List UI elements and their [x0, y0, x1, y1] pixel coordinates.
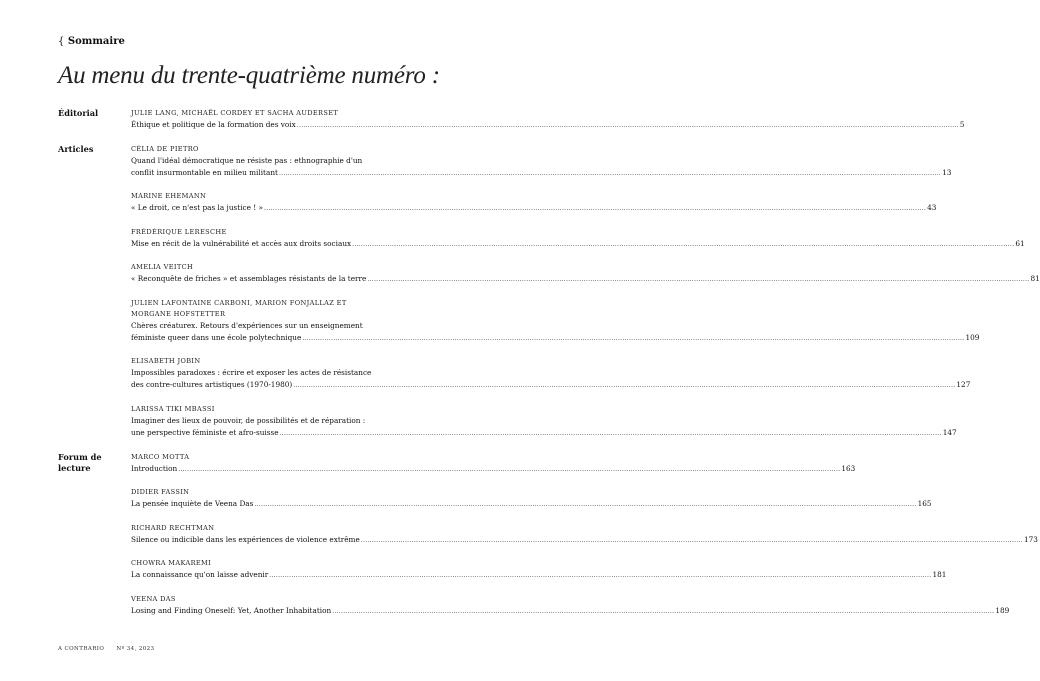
entry-title-line: Impossibles paradoxes : écrire et exposer les actes de résistance — [131, 368, 372, 377]
entry-authors: ELISABETH JOBIN — [131, 357, 201, 365]
dot-leader: ............................................................................................................................................................................................................................................................................................................ — [293, 382, 956, 389]
toc-entry[interactable] — [131, 404, 957, 440]
entry-title: une perspective féministe et afro-suisse — [131, 427, 279, 437]
toc-entry[interactable] — [131, 262, 1040, 286]
toc-entry[interactable] — [131, 191, 937, 215]
entry-authors: JULIE LANG, MICHAËL CORDEY ET SACHA AUDERSET — [131, 109, 339, 117]
entry-title-row — [131, 202, 937, 215]
toc-section — [58, 143, 1040, 440]
entry-page-number: 127 — [956, 380, 971, 389]
entry-page-number: 163 — [841, 463, 856, 473]
section-entries — [131, 144, 1040, 440]
entry-page-number: 61 — [1015, 238, 1025, 248]
entry-title: La connaissance qu'on laisse advenir — [131, 570, 269, 579]
entry-authors: MARINE EHEMANN — [131, 192, 207, 200]
toc-entry[interactable] — [131, 594, 1010, 618]
entry-title-row — [131, 463, 856, 476]
entry-title-row — [131, 379, 971, 392]
entry-authors: CÉLIA DE PIETRO — [131, 144, 199, 153]
entry-page-number: 147 — [942, 427, 957, 437]
section-header — [58, 36, 125, 47]
entry-page-number: 109 — [965, 332, 980, 342]
entry-title: Mise en récit de la vulnérabilité et accès aux droits sociaux — [131, 238, 352, 248]
dot-leader: ............................................................................................................................................................................................................................................................................................................ — [269, 572, 932, 579]
entry-authors: RICHARD RECHTMAN — [131, 523, 215, 532]
entry-page-number: 5 — [959, 120, 965, 129]
entry-title-line: Imaginer des lieux de pouvoir, de possibilités et de réparation : — [131, 415, 366, 425]
dot-leader: ............................................................................................................................................................................................................................................................................................................ — [178, 465, 841, 473]
footer-issue: Nº 34, 2023 — [116, 646, 155, 652]
entry-title-line: Quand l'idéal démocratique ne résiste pas : ethnographie d'un — [131, 155, 363, 165]
section-label: Articles — [58, 143, 94, 154]
dot-leader: ............................................................................................................................................................................................................................................................................................................ — [352, 240, 1015, 248]
footer-journal: A CONTRARIO — [58, 646, 105, 652]
entry-authors: FRÉDÉRIQUE LERESCHE — [131, 227, 227, 236]
page-footer — [58, 646, 164, 652]
entry-title: « Le droit, ce n'est pas la justice ! » — [131, 203, 263, 212]
entry-authors: VEENA DAS — [131, 594, 176, 603]
entry-authors: LARISSA TIKI MBASSI — [131, 404, 215, 413]
entry-authors: AMELIA VEITCH — [131, 263, 194, 271]
entry-page-number: 181 — [932, 570, 947, 579]
entry-authors: CHOWRA MAKAREMI — [131, 559, 212, 567]
entry-title: Silence ou indicible dans les expériences de violence extrême — [131, 534, 360, 544]
dot-leader: ............................................................................................................................................................................................................................................................................................................ — [278, 169, 942, 177]
toc-entry[interactable] — [131, 452, 856, 476]
entry-title: Éthique et politique de la formation des voix — [131, 120, 296, 129]
page-title: Au menu du trente-quatrième numéro : — [58, 62, 440, 89]
dot-leader: ............................................................................................................................................................................................................................................................................................................ — [263, 205, 927, 212]
toc-entry[interactable] — [131, 144, 952, 180]
entry-title-row — [131, 569, 947, 582]
entry-title-row — [131, 427, 957, 440]
entry-title-row — [131, 238, 1025, 251]
entry-page-number: 13 — [942, 167, 952, 177]
entry-authors: JULIEN LAFONTAINE CARBONI, MARION FONJALLAZ ET — [131, 298, 347, 307]
toc-entry[interactable] — [131, 298, 980, 345]
entry-title: La pensée inquiète de Veena Das — [131, 499, 254, 508]
toc-entry[interactable] — [131, 356, 971, 392]
dot-leader: ............................................................................................................................................................................................................................................................................................................ — [332, 607, 995, 615]
dot-leader: ............................................................................................................................................................................................................................................................................................................ — [254, 501, 917, 508]
entry-title: féministe queer dans une école polytechnique — [131, 332, 302, 342]
section-label: Forum de lecture — [58, 451, 102, 473]
dot-leader: ............................................................................................................................................................................................................................................................................................................ — [367, 276, 1030, 283]
entry-authors-continued: MORGANE HOFSTETTER — [131, 309, 226, 318]
entry-page-number: 165 — [917, 499, 932, 508]
entry-title-line: Chères créaturex. Retours d'expériences sur un enseignement — [131, 320, 363, 330]
entry-page-number: 189 — [995, 605, 1010, 615]
entry-title-row — [131, 119, 965, 132]
dot-leader: ............................................................................................................................................................................................................................................................................................................ — [360, 536, 1023, 544]
entry-title: Introduction — [131, 463, 178, 473]
entry-title: des contre-cultures artistiques (1970-1980) — [131, 380, 293, 389]
toc-entry[interactable] — [131, 558, 947, 582]
section-entries — [131, 452, 1038, 618]
toc-entry[interactable] — [131, 523, 1038, 547]
toc-entry[interactable] — [131, 487, 932, 511]
entry-page-number: 173 — [1023, 534, 1038, 544]
entry-authors: MARCO MOTTA — [131, 452, 190, 461]
table-of-contents — [58, 108, 1040, 629]
entry-title-row — [131, 534, 1038, 547]
header-brace: { — [58, 36, 65, 47]
toc-section — [58, 108, 965, 132]
entry-title-row — [131, 498, 932, 511]
section-entries — [131, 108, 965, 132]
toc-entry[interactable] — [131, 227, 1025, 251]
dot-leader: ............................................................................................................................................................................................................................................................................................................ — [302, 334, 965, 342]
entry-title: « Reconquête de friches » et assemblages résistants de la terre — [131, 274, 367, 283]
header-label: Sommaire — [67, 36, 125, 47]
toc-entry[interactable] — [131, 108, 965, 132]
entry-title: Losing and Finding Oneself: Yet, Another Inhabitation — [131, 605, 332, 615]
entry-title-row — [131, 167, 952, 180]
entry-title-row — [131, 332, 980, 345]
entry-title-row — [131, 605, 1010, 618]
entry-page-number: 43 — [927, 203, 937, 212]
section-label: Éditorial — [58, 108, 99, 118]
dot-leader: ............................................................................................................................................................................................................................................................................................................ — [279, 429, 942, 437]
dot-leader: ............................................................................................................................................................................................................................................................................................................ — [296, 122, 959, 129]
entry-title: conflit insurmontable en milieu militant — [131, 167, 278, 177]
entry-page-number: 81 — [1030, 274, 1040, 283]
toc-section — [58, 451, 1038, 618]
entry-title-row — [131, 273, 1040, 286]
entry-authors: DIDIER FASSIN — [131, 488, 190, 496]
